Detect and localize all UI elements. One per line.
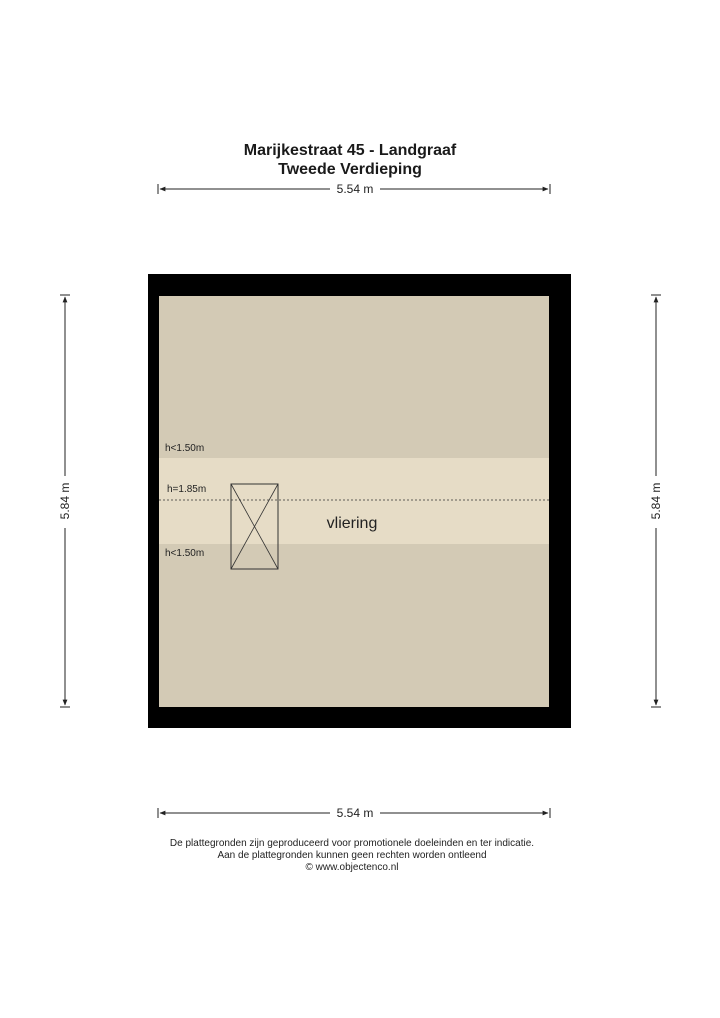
height-label-lower: h<1.50m <box>165 548 205 559</box>
dimension-bottom-label: 5.54 m <box>336 806 374 820</box>
height-label-middle: h=1.85m <box>167 484 207 495</box>
dimension-bottom <box>158 806 550 820</box>
dimension-right <box>649 295 663 707</box>
disclaimer-line-1: De plattegronden zijn geproduceerd voor promotionele doeleinden en ter indicatie. <box>169 838 535 849</box>
disclaimer-copyright: © www.objectenco.nl <box>305 862 399 873</box>
room-label: vliering <box>326 515 378 532</box>
height-label-upper: h<1.50m <box>165 443 205 454</box>
dimension-right-label: 5.84 m <box>649 482 663 520</box>
plan-title-address: Marijkestraat 45 - Landgraaf <box>243 142 457 159</box>
dimension-left <box>58 295 72 707</box>
dimension-top-label: 5.54 m <box>336 182 374 196</box>
dimension-top <box>158 182 550 196</box>
disclaimer-line-2: Aan de plattegronden kunnen geen rechten worden ontleend <box>217 850 487 861</box>
plan-title-floor: Tweede Verdieping <box>278 161 422 178</box>
dimension-left-label: 5.84 m <box>58 482 72 520</box>
